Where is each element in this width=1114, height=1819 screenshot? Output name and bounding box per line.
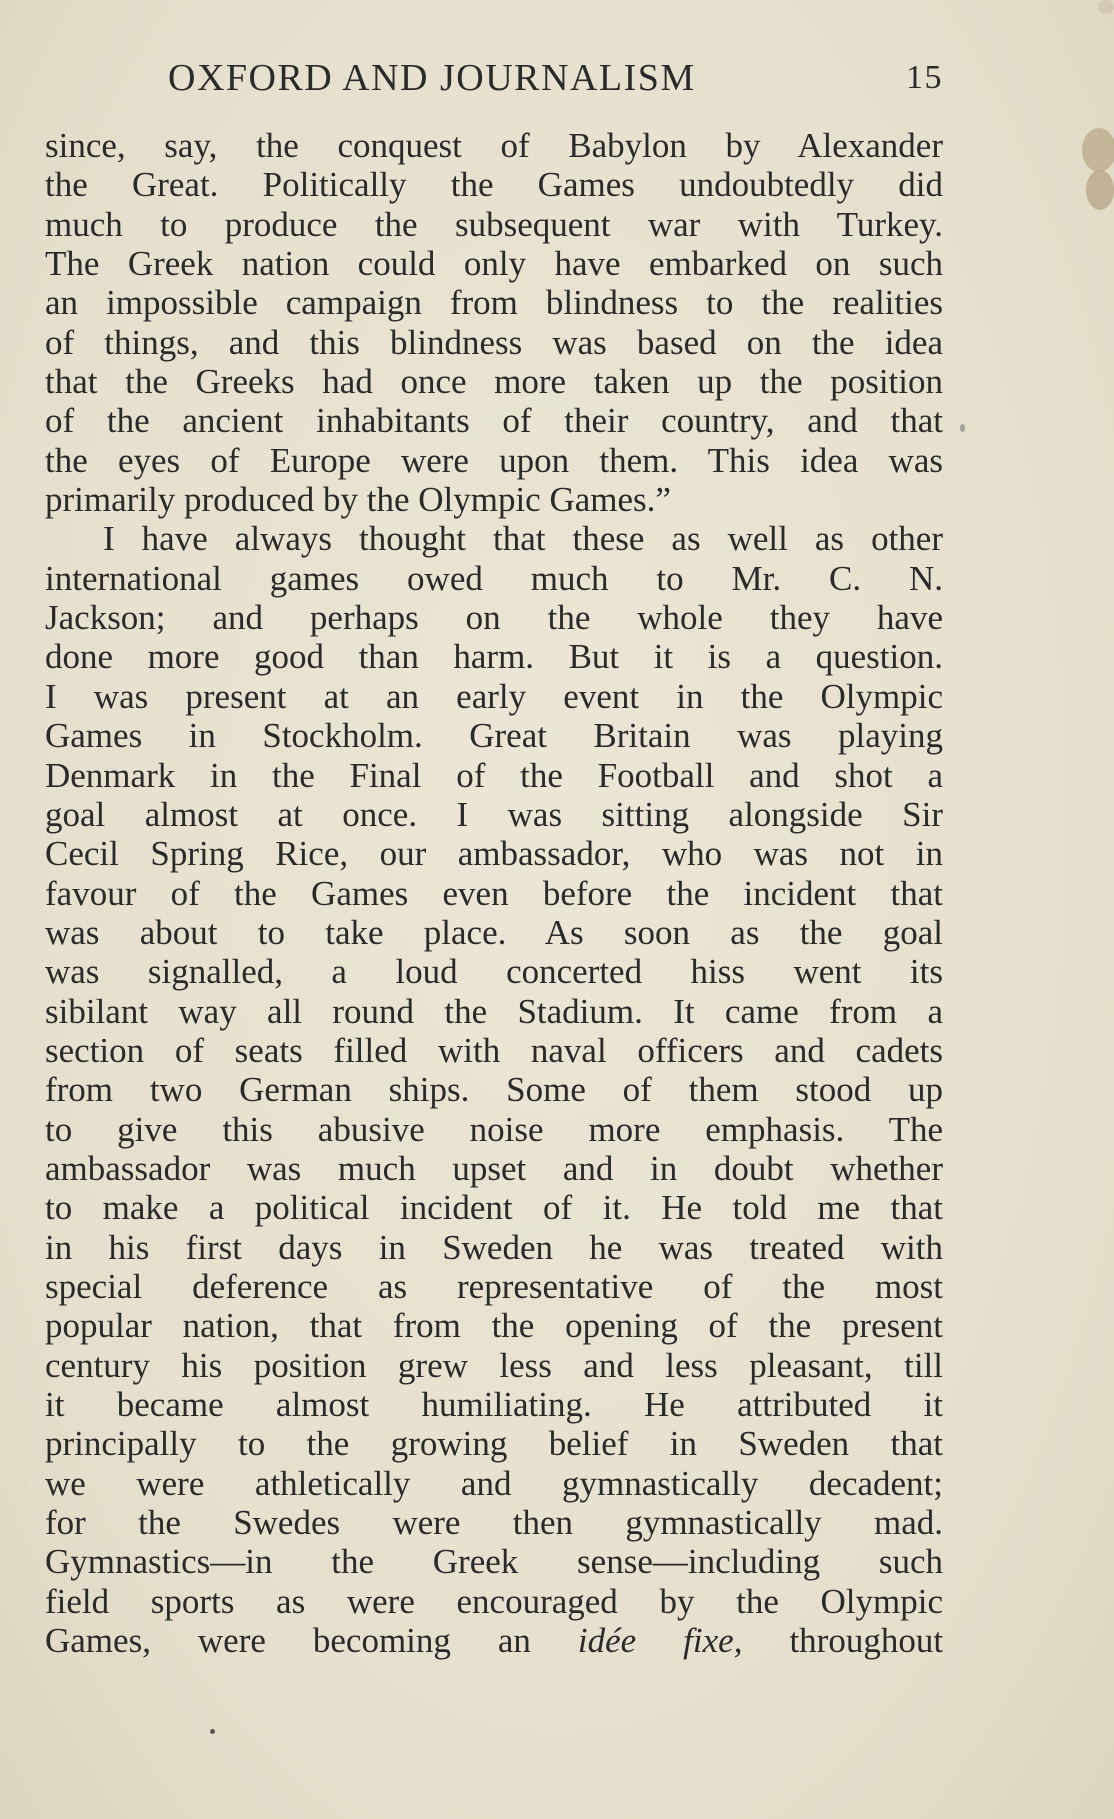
text-line: of things, and this blindness was based on the idea xyxy=(45,322,943,362)
text-line: sibilant way all round the Stadium. It came from a xyxy=(45,991,943,1031)
text-line: ambassador was much upset and in doubt whether xyxy=(45,1148,943,1188)
page-stain xyxy=(1098,0,1114,14)
text-line: of the ancient inhabitants of their country, and that xyxy=(45,401,943,441)
text-line: since, say, the conquest of Babylon by Alexander xyxy=(45,126,943,165)
text-line: that the Greeks had once more taken up the position xyxy=(45,362,943,402)
page-stain xyxy=(1082,128,1114,172)
text-line: principally to the growing belief in Sweden that xyxy=(45,1424,943,1464)
text-line: for the Swedes were then gymnastically mad. xyxy=(45,1503,943,1543)
text-line: from two German ships. Some of them stood up xyxy=(45,1070,943,1110)
text-line: popular nation, that from the opening of the present xyxy=(45,1306,943,1346)
text-line: I was present at an early event in the Olympic xyxy=(45,676,943,716)
text-line: The Greek nation could only have embarked on such xyxy=(45,244,943,284)
text-line: we were athletically and gymnastically decadent; xyxy=(45,1463,943,1503)
text-line: section of seats filled with naval officers and cadets xyxy=(45,1030,943,1070)
running-header xyxy=(168,56,943,100)
text-line: goal almost at once. I was sitting alongside Sir xyxy=(45,794,943,834)
text-line: an impossible campaign from blindness to the realities xyxy=(45,283,943,323)
italic-phrase: idée fixe, xyxy=(577,1621,743,1661)
text-line: was about to take place. As soon as the goal xyxy=(45,912,943,952)
text-line: Denmark in the Final of the Football and shot a xyxy=(45,755,943,795)
running-title: OXFORD AND JOURNALISM xyxy=(168,57,696,99)
text-line: special deference as representative of the most xyxy=(45,1266,943,1306)
text-line: done more good than harm. But it is a question. xyxy=(45,637,943,677)
page-stain xyxy=(1086,170,1114,210)
text-line: favour of the Games even before the incident that xyxy=(45,873,943,913)
text-line: Gymnastics—in the Greek sense—including such xyxy=(45,1542,943,1582)
final-text-line xyxy=(45,1621,943,1660)
page-number: 15 xyxy=(906,59,943,96)
text-line: primarily produced by the Olympic Games.” xyxy=(45,480,671,520)
text-line: field sports as were encouraged by the Olympic xyxy=(45,1581,943,1621)
text-line: Games in Stockholm. Great Britain was playing xyxy=(45,716,943,756)
final-line-start: Games, were becoming an xyxy=(45,1621,531,1661)
text-line: to give this abusive noise more emphasis. The xyxy=(45,1109,943,1149)
final-line-end: throughout xyxy=(789,1621,944,1661)
text-line: Cecil Spring Rice, our ambassador, who was not in xyxy=(45,834,943,874)
text-line: international games owed much to Mr. C. N. xyxy=(45,558,943,598)
text-line: I have always thought that these as well as other xyxy=(103,519,943,559)
body-text xyxy=(45,126,943,1660)
text-line: much to produce the subsequent war with Turkey. xyxy=(45,204,943,244)
text-line: it became almost humiliating. He attributed it xyxy=(45,1385,943,1424)
text-line: was signalled, a loud concerted hiss went its xyxy=(45,952,943,992)
text-line: in his first days in Sweden he was treated with xyxy=(45,1227,943,1267)
text-line: the Great. Politically the Games undoubtedly did xyxy=(45,165,943,205)
text-line: Jackson; and perhaps on the whole they have xyxy=(45,598,943,638)
text-line: to make a political incident of it. He told me that xyxy=(45,1188,943,1228)
ink-speck xyxy=(210,1729,215,1734)
text-line: the eyes of Europe were upon them. This idea was xyxy=(45,440,943,480)
text-line: century his position grew less and less pleasant, till xyxy=(45,1345,943,1385)
ink-speck xyxy=(960,424,965,432)
